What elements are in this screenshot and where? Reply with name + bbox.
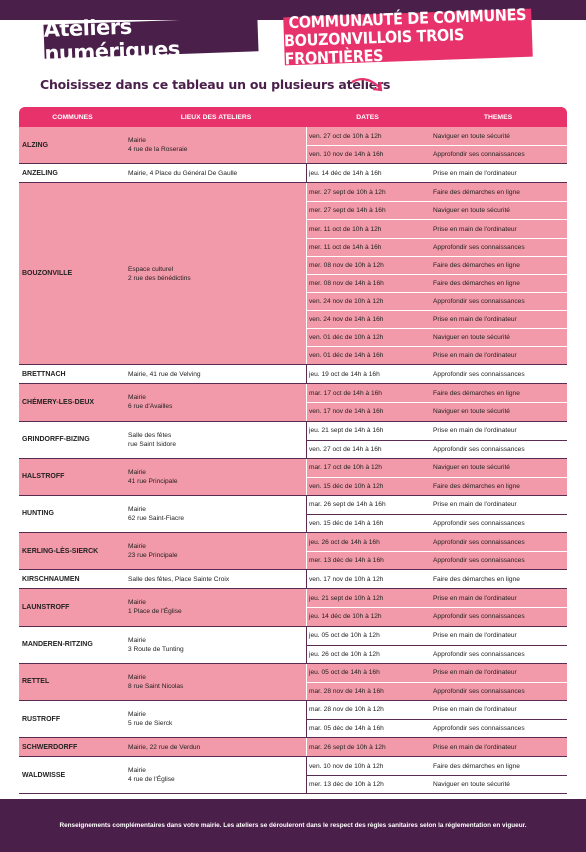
commune-name: ALZING xyxy=(22,141,49,149)
workshop-location xyxy=(126,384,306,420)
workshop-location xyxy=(126,701,306,737)
session-theme: Approfondir ses connaissances xyxy=(433,297,525,305)
commune-name: LAUNSTROFF xyxy=(22,603,70,611)
workshop-location xyxy=(126,422,306,458)
workshop-location xyxy=(126,183,306,364)
session-row xyxy=(306,533,567,551)
session-theme: Naviguer en toute sécurité xyxy=(433,408,510,416)
commune-name: ANZELING xyxy=(22,169,58,177)
session-date: mar. 28 nov de 14h à 16h xyxy=(306,683,429,700)
table-row xyxy=(19,365,567,384)
table-row xyxy=(19,701,567,738)
column-header-lieux: LIEUX DES ATELIERS xyxy=(180,113,252,121)
session-date: ven. 15 déc de 10h à 12h xyxy=(306,478,429,495)
session-date: mer. 11 oct de 10h à 12h xyxy=(306,220,429,237)
location-line: 4 rue de l'Église xyxy=(128,776,175,784)
session-theme: Faire des démarches en ligne xyxy=(433,261,520,269)
session-theme: Prise en main de l'ordinateur xyxy=(433,632,517,640)
workshop-location xyxy=(126,365,306,383)
location-line: 6 rue d'Availles xyxy=(128,403,173,411)
session-date: ven. 10 nov de 14h à 16h xyxy=(306,146,429,163)
session-theme: Faire des démarches en ligne xyxy=(433,188,520,196)
location-line: Espace culturel xyxy=(128,265,174,273)
session-theme: Faire des démarches en ligne xyxy=(433,762,520,770)
session-theme: Approfondir ses connaissances xyxy=(433,370,525,378)
table-row xyxy=(19,183,567,365)
table-row xyxy=(19,533,567,570)
location-line: Salle des fêtes xyxy=(128,431,172,439)
session-date: jeu. 14 déc de 14h à 16h xyxy=(306,164,429,182)
session-date: jeu. 21 sept de 14h à 16h xyxy=(306,422,429,440)
session-row xyxy=(306,477,567,495)
session-row xyxy=(306,757,567,775)
commune-name: HUNTING xyxy=(22,510,54,518)
session-row xyxy=(306,183,567,201)
session-row xyxy=(306,328,567,346)
session-date: mer. 08 nov de 10h à 12h xyxy=(306,257,429,274)
location-line: 3 Route de Tunting xyxy=(128,645,184,653)
session-date: jeu. 19 oct de 14h à 16h xyxy=(306,365,429,383)
session-date: mer. 08 nov de 14h à 16h xyxy=(306,275,429,292)
commune-name: GRINDORFF-BIZING xyxy=(22,436,90,444)
column-header-communes: COMMUNES xyxy=(52,113,93,121)
sessions xyxy=(306,664,567,700)
session-theme: Prise en main de l'ordinateur xyxy=(433,352,517,360)
session-row xyxy=(306,607,567,625)
session-theme: Faire des démarches en ligne xyxy=(433,482,520,490)
session-date: mar. 05 déc de 14h à 16h xyxy=(306,720,429,737)
session-date: mar. 26 sept de 14h à 16h xyxy=(306,496,429,514)
commune-name: RETTEL xyxy=(22,678,50,686)
session-theme: Prise en main de l'ordinateur xyxy=(433,427,517,435)
session-theme: Prise en main de l'ordinateur xyxy=(433,669,517,677)
session-row xyxy=(306,384,567,402)
location-line: Mairie xyxy=(128,599,146,607)
session-date: ven. 15 déc de 14h à 16h xyxy=(306,515,429,532)
commune-name: MANDEREN-RITZING xyxy=(22,641,93,649)
location-line: 41 rue Principale xyxy=(128,477,178,485)
session-date: ven. 24 nov de 14h à 16h xyxy=(306,311,429,328)
footer-note: Renseignements complémentaires dans votre mairie. Les ateliers se dérouleront dans le respect des règles sanitaires selon la réglementation en vigueur. xyxy=(59,822,527,829)
workshop-location xyxy=(126,496,306,532)
session-theme: Prise en main de l'ordinateur xyxy=(433,501,517,509)
commune-name: KIRSCHNAUMEN xyxy=(22,575,80,583)
session-theme: Naviguer en toute sécurité xyxy=(433,132,510,140)
session-row xyxy=(306,570,567,588)
organization-banner xyxy=(283,4,533,69)
workshop-location xyxy=(126,164,306,182)
subtitle: Choisissez dans ce tableau un ou plusieurs ateliers xyxy=(40,77,391,92)
table-row xyxy=(19,384,567,421)
session-row xyxy=(306,310,567,328)
sessions xyxy=(306,738,567,756)
table-row xyxy=(19,738,567,757)
table-row xyxy=(19,496,567,533)
session-row xyxy=(306,422,567,440)
session-row xyxy=(306,738,567,756)
workshops-table xyxy=(19,107,567,794)
sessions xyxy=(306,570,567,588)
session-theme: Prise en main de l'ordinateur xyxy=(433,315,517,323)
table-row xyxy=(19,589,567,626)
session-theme: Naviguer en toute sécurité xyxy=(433,334,510,342)
session-date: mer. 27 sept de 14h à 16h xyxy=(306,202,429,219)
session-theme: Approfondir ses connaissances xyxy=(433,725,525,733)
session-row xyxy=(306,719,567,737)
commune-name: BOUZONVILLE xyxy=(22,270,73,278)
session-theme: Naviguer en toute sécurité xyxy=(433,781,510,789)
organization-name-line1: COMMUNAUTÉ DE COMMUNES xyxy=(288,4,527,33)
session-theme: Prise en main de l'ordinateur xyxy=(433,169,517,177)
session-row xyxy=(306,164,567,182)
session-theme: Approfondir ses connaissances xyxy=(433,557,525,565)
session-theme: Approfondir ses connaissances xyxy=(433,151,525,159)
sessions xyxy=(306,183,567,364)
session-theme: Faire des démarches en ligne xyxy=(433,279,520,287)
session-theme: Approfondir ses connaissances xyxy=(433,445,525,453)
session-theme: Faire des démarches en ligne xyxy=(433,389,520,397)
session-theme: Naviguer en toute sécurité xyxy=(433,207,510,215)
table-body xyxy=(19,127,567,794)
session-row xyxy=(306,292,567,310)
session-theme: Approfondir ses connaissances xyxy=(433,687,525,695)
session-row xyxy=(306,274,567,292)
session-date: mer. 11 oct de 14h à 16h xyxy=(306,239,429,256)
sessions xyxy=(306,422,567,458)
organization-name-line2: BOUZONVILLOIS TROIS FRONTIÈRES xyxy=(283,25,465,69)
commune-name: WALDWISSE xyxy=(22,771,66,779)
location-line: Mairie xyxy=(128,137,146,145)
location-line: Mairie, 22 rue de Verdun xyxy=(128,743,201,751)
session-row xyxy=(306,664,567,682)
commune-name: BRETTNACH xyxy=(22,370,66,378)
table-row xyxy=(19,664,567,701)
session-row xyxy=(306,402,567,420)
sessions xyxy=(306,757,567,793)
session-theme: Approfondir ses connaissances xyxy=(433,650,525,658)
session-row xyxy=(306,645,567,663)
table-row xyxy=(19,757,567,794)
location-line: 4 rue de la Roseraie xyxy=(128,146,188,154)
table-row xyxy=(19,459,567,496)
location-line: Mairie xyxy=(128,673,146,681)
workshop-location xyxy=(126,757,306,793)
session-row xyxy=(306,551,567,569)
table-row xyxy=(19,570,567,589)
location-line: 23 rue Principale xyxy=(128,552,178,560)
session-date: jeu. 14 déc de 10h à 12h xyxy=(306,608,429,625)
session-date: mar. 28 nov de 10h à 12h xyxy=(306,701,429,719)
session-row xyxy=(306,127,567,145)
location-line: Mairie, 41 rue de Velving xyxy=(128,370,201,378)
commune-name: HALSTROFF xyxy=(22,473,65,481)
session-date: ven. 01 déc de 14h à 16h xyxy=(306,347,429,364)
sessions xyxy=(306,384,567,420)
location-line: 62 rue Saint-Fiacre xyxy=(128,514,185,522)
workshop-location xyxy=(126,738,306,756)
session-date: ven. 10 nov de 10h à 12h xyxy=(306,757,429,775)
session-date: mer. 27 sept de 10h à 12h xyxy=(306,183,429,201)
table-row xyxy=(19,164,567,183)
page-title: Ateliers numériques xyxy=(43,14,181,66)
sessions xyxy=(306,533,567,569)
session-row xyxy=(306,440,567,458)
session-theme: Prise en main de l'ordinateur xyxy=(433,743,517,751)
session-date: mar. 26 sept de 10h à 12h xyxy=(306,738,429,756)
workshop-location xyxy=(126,459,306,495)
commune-name: RUSTROFF xyxy=(22,715,61,723)
session-date: ven. 27 oct de 10h à 12h xyxy=(306,127,429,145)
session-row xyxy=(306,627,567,645)
table-row xyxy=(19,627,567,664)
sessions xyxy=(306,496,567,532)
session-date: jeu. 26 oct de 10h à 12h xyxy=(306,646,429,663)
session-theme: Approfondir ses connaissances xyxy=(433,243,525,251)
sessions xyxy=(306,589,567,625)
location-line: Mairie xyxy=(128,468,146,476)
location-line: Mairie xyxy=(128,543,146,551)
session-date: jeu. 05 oct de 10h à 12h xyxy=(306,627,429,645)
session-date: ven. 17 nov de 14h à 16h xyxy=(306,403,429,420)
session-date: jeu. 05 oct de 14h à 16h xyxy=(306,664,429,682)
location-line: Mairie xyxy=(128,505,146,513)
table-row xyxy=(19,127,567,164)
session-date: mer. 13 déc de 10h à 12h xyxy=(306,776,429,793)
commune-name: KERLING-LÈS-SIERCK xyxy=(22,547,99,555)
session-theme: Naviguer en toute sécurité xyxy=(433,464,510,472)
session-row xyxy=(306,701,567,719)
location-line: Mairie xyxy=(128,711,146,718)
session-theme: Prise en main de l'ordinateur xyxy=(433,225,517,233)
commune-name: CHÉMERY-LES-DEUX xyxy=(22,398,95,406)
session-date: ven. 01 déc de 10h à 12h xyxy=(306,329,429,346)
session-date: jeu. 26 oct de 14h à 16h xyxy=(306,533,429,551)
sessions xyxy=(306,365,567,383)
session-row xyxy=(306,589,567,607)
session-date: mar. 17 oct de 14h à 16h xyxy=(306,384,429,402)
session-row xyxy=(306,775,567,793)
location-line: Mairie xyxy=(128,636,146,644)
workshop-location xyxy=(126,627,306,663)
session-row xyxy=(306,459,567,477)
sessions xyxy=(306,164,567,182)
location-line: 8 rue Saint Nicolas xyxy=(128,682,184,690)
location-line: 2 rue des bénédictins xyxy=(128,274,191,282)
session-date: ven. 17 nov de 10h à 12h xyxy=(306,570,429,588)
session-date: mer. 13 déc de 14h à 16h xyxy=(306,552,429,569)
session-date: jeu. 21 sept de 10h à 12h xyxy=(306,589,429,607)
session-date: ven. 27 oct de 14h à 16h xyxy=(306,441,429,458)
session-date: ven. 24 nov de 10h à 12h xyxy=(306,293,429,310)
session-row xyxy=(306,145,567,163)
footer xyxy=(0,799,586,852)
location-line: rue Saint Isidore xyxy=(128,440,177,448)
location-line: Mairie xyxy=(128,767,146,775)
location-line: Mairie, 4 Place du Général De Gaulle xyxy=(128,169,238,177)
column-header-dates: DATES xyxy=(356,113,379,121)
location-line: 1 Place de l'Église xyxy=(128,608,182,616)
session-row xyxy=(306,496,567,514)
sessions xyxy=(306,127,567,163)
location-line: 5 rue de Sierck xyxy=(128,720,173,727)
workshop-location xyxy=(126,127,306,163)
commune-name: SCHWERDORFF xyxy=(22,743,78,751)
workshop-location xyxy=(126,570,306,588)
session-row xyxy=(306,256,567,274)
session-theme: Faire des démarches en ligne xyxy=(433,575,520,583)
title-banner xyxy=(43,14,258,66)
session-theme: Approfondir ses connaissances xyxy=(433,538,525,546)
workshop-location xyxy=(126,664,306,700)
location-line: Mairie xyxy=(128,394,146,402)
session-theme: Approfondir ses connaissances xyxy=(433,520,525,528)
sessions xyxy=(306,459,567,495)
session-row xyxy=(306,514,567,532)
session-row xyxy=(306,201,567,219)
sessions xyxy=(306,627,567,663)
session-theme: Prise en main de l'ordinateur xyxy=(433,594,517,602)
session-theme: Prise en main de l'ordinateur xyxy=(433,706,517,714)
session-row xyxy=(306,346,567,364)
session-row xyxy=(306,238,567,256)
column-header-themes: THEMES xyxy=(483,113,513,121)
table-row xyxy=(19,422,567,459)
session-theme: Approfondir ses connaissances xyxy=(433,613,525,621)
session-row xyxy=(306,682,567,700)
location-line: Salle des fêtes, Place Sainte Croix xyxy=(128,575,230,583)
table-header xyxy=(19,107,567,127)
session-row xyxy=(306,365,567,383)
sessions xyxy=(306,701,567,737)
workshop-location xyxy=(126,589,306,625)
curved-arrow-icon xyxy=(350,76,386,98)
session-row xyxy=(306,219,567,237)
session-date: mar. 17 oct de 10h à 12h xyxy=(306,459,429,477)
workshop-location xyxy=(126,533,306,569)
